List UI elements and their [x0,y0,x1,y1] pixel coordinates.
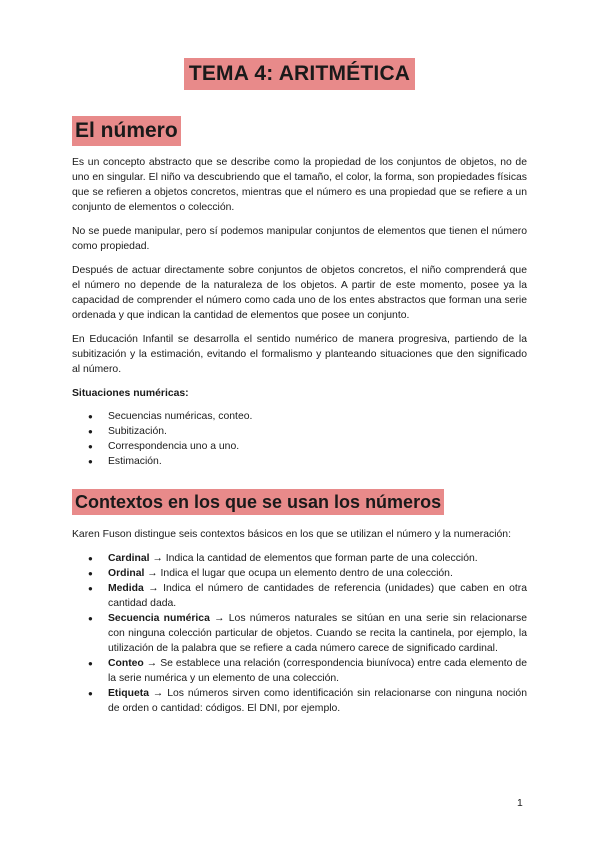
situations-list [72,409,527,469]
subheading: Situaciones numéricas: [72,388,189,399]
paragraph: No se puede manipular, pero sí podemos manipular conjuntos de elementos que tienen el número como propiedad. [72,226,527,252]
context-term: Ordinal [108,568,145,579]
list-item [108,686,527,716]
list-item: ● Estimación. [108,454,527,469]
list-item: ● Correspondencia uno a uno. [108,439,527,454]
document-page [72,58,527,736]
context-term: Conteo [108,658,144,669]
page-number: 1 [517,798,523,809]
list-item [108,551,527,566]
paragraph: Karen Fuson distingue seis contextos básicos en los que se utilizan el número y la numeración: [72,529,511,540]
paragraph: Después de actuar directamente sobre conjuntos de objetos concretos, el niño comprenderá que el número no depende de la naturaleza de los objetos. A partir de este momento, posee ya la capacidad de comprender el número como cada uno de los entes abstractos que forman una serie ordenada y que indican la cantidad de elementos que posee un conjunto. [72,265,527,321]
paragraph: En Educación Infantil se desarrolla el sentido numérico de manera progresiva, partiendo de la subitización y la estimación, evitando el formalismo y planteando situaciones que den significado al número. [72,334,527,375]
list-item: ● Secuencias numéricas, conteo. [108,409,527,424]
section-contextos [72,489,527,716]
section-heading: Contextos en los que se usan los números [72,489,444,515]
title-wrap [72,58,527,90]
paragraph: Es un concepto abstracto que se describe como la propiedad de los conjuntos de objetos, no de uno en singular. El niño va descubriendo que el tamaño, el color, la forma, son propiedades físicas que se refieren a objetos concretos, mientras que el número es una propiedad que se refiere a un conjunto de elementos o colección. [72,157,527,213]
context-term: Cardinal [108,553,150,564]
section-el-numero [72,116,527,469]
context-text: → Indica la cantidad de elementos que forman parte de una colección. [149,553,478,564]
list-item [108,656,527,686]
contexts-list [72,551,527,716]
context-term: Medida [108,583,144,594]
context-text: → Indica el lugar que ocupa un elemento dentro de una colección. [144,568,453,579]
context-term: Secuencia numérica [108,613,210,624]
context-text: → Se establece una relación (correspondencia biunívoca) entre cada elemento de la serie numérica y un elemento de una colección. [108,658,527,684]
list-item [108,611,527,656]
document-title: TEMA 4: ARITMÉTICA [184,58,415,90]
context-text: → Los números naturales se sitúan en una serie sin relacionarse con ninguna colección particular de objetos. Cuando se recita la cantinela, por ejemplo, la utilización de la palabra que se refiere a cada número carece de significado cardinal. [108,613,527,654]
context-text: → Indica el número de cantidades de referencia (unidades) que caben en otra cantidad dada. [108,583,527,609]
context-term: Etiqueta [108,688,149,699]
list-item [108,566,527,581]
context-text: → Los números sirven como identificación sin relacionarse con ninguna noción de orden o cantidad: códigos. El DNI, por ejemplo. [108,688,527,714]
list-item: ● Subitización. [108,424,527,439]
section-heading: El número [72,116,181,146]
list-item [108,581,527,611]
